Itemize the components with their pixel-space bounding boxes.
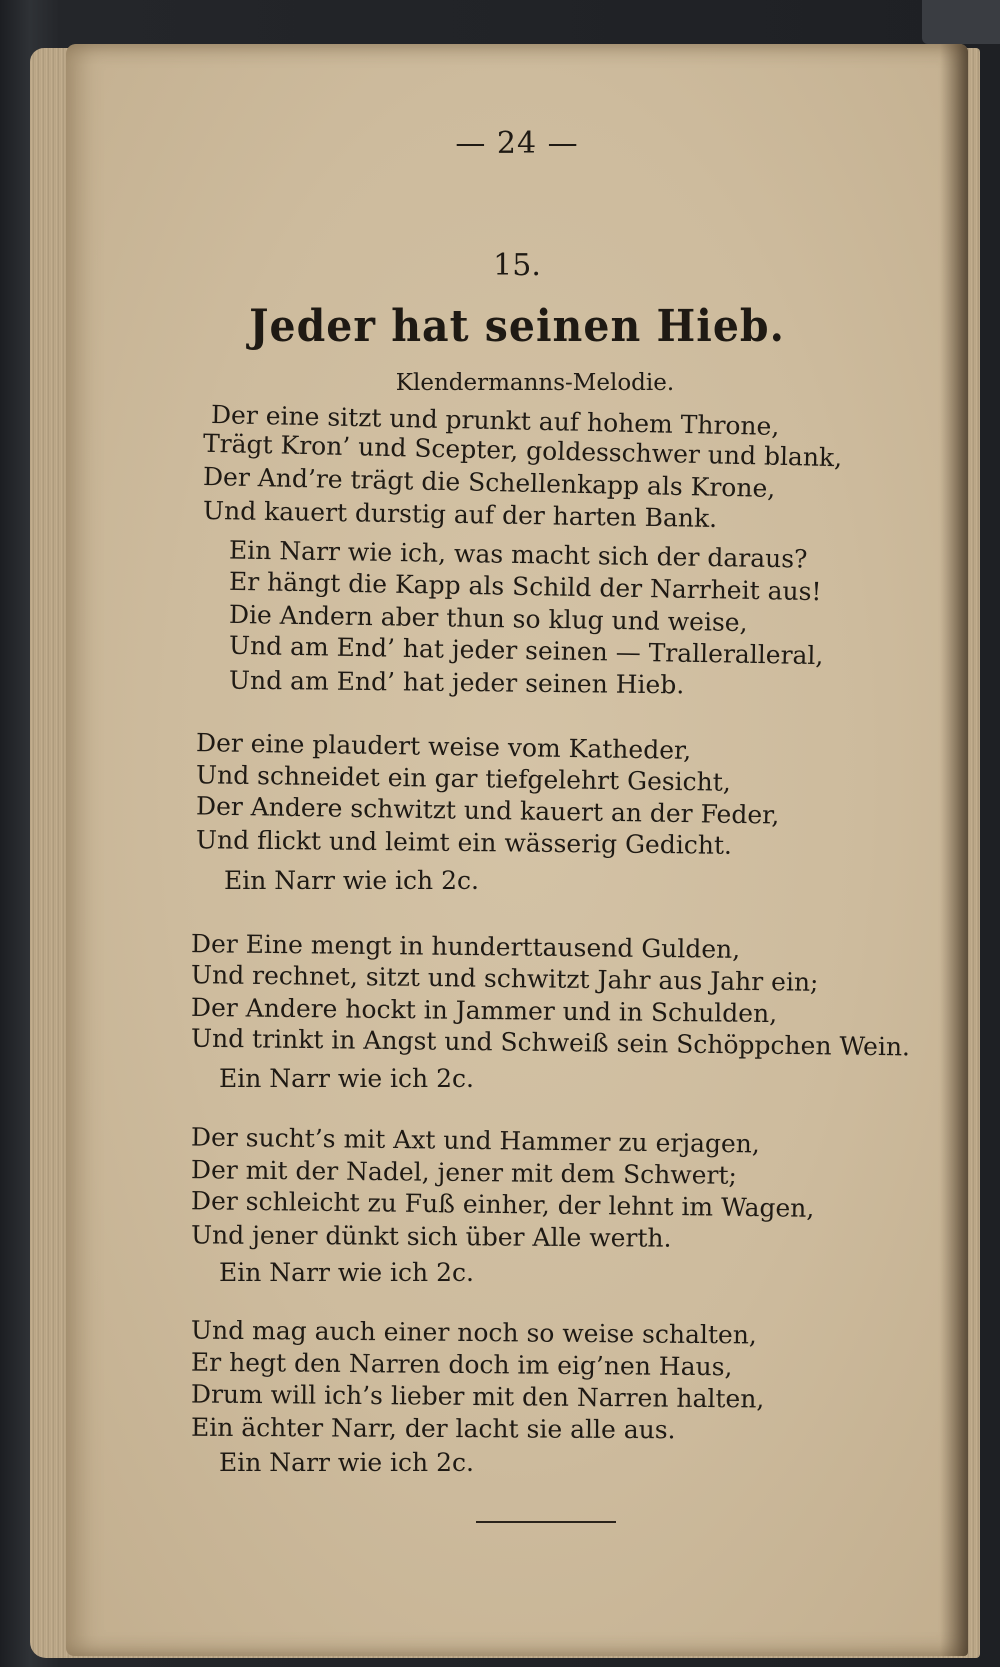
song-title: Jeder hat seinen Hieb. <box>249 300 785 352</box>
verse-line: Der And’re trägt die Schellenkapp als Krone, <box>202 462 776 503</box>
verse-line: Der eine plaudert weise vom Katheder, <box>195 728 692 765</box>
verse-line: Ein ächter Narr, der lacht sie alle aus. <box>190 1412 676 1445</box>
verse-line: Der Andere hockt in Jammer und in Schulden, <box>190 992 778 1029</box>
refrain-line: Ein Narr wie ich 2c. <box>219 1258 474 1287</box>
verse-line: Trägt Kron’ und Scepter, goldesschwer und blank, <box>202 428 843 473</box>
verse-line: Drum will ich’s lieber mit den Narren halten, <box>190 1379 765 1414</box>
melody-note: Klendermanns-Melodie. <box>395 370 675 396</box>
verse-line: Und rechnet, sitzt und schwitzt Jahr aus Jahr ein; <box>190 960 819 997</box>
refrain-line: Und am End’ hat jeder seinen — Tralleralleral, <box>228 630 824 671</box>
verse-line: Der sucht’s mit Axt und Hammer zu erjagen, <box>190 1122 760 1159</box>
verse-line: Der mit der Nadel, jener mit dem Schwert; <box>190 1155 738 1190</box>
verse-line: Und flickt und leimt ein wässerig Gedicht. <box>195 825 733 860</box>
verse-line: Der eine sitzt und prunkt auf hohem Throne, <box>210 400 780 441</box>
refrain-line: Und am End’ hat jeder seinen Hieb. <box>228 665 685 700</box>
refrain-line: Ein Narr wie ich, was macht sich der daraus? <box>228 535 808 574</box>
refrain-line: Ein Narr wie ich 2c. <box>219 1448 474 1477</box>
page-number: — 24 — <box>455 126 579 161</box>
book-cover-corner <box>922 0 1000 44</box>
page-gutter <box>940 44 968 1656</box>
refrain-line: Die Andern aber thun so klug und weise, <box>228 599 748 638</box>
refrain-line: Er hängt die Kapp als Schild der Narrheit aus! <box>228 566 822 607</box>
verse-line: Und trinkt in Angst und Schweiß sein Schöppchen Wein. <box>190 1023 911 1062</box>
refrain-line: Ein Narr wie ich 2c. <box>219 1064 474 1093</box>
book-page <box>66 44 968 1656</box>
verse-line: Und jener dünkt sich über Alle werth. <box>190 1220 672 1253</box>
verse-line: Und kauert durstig auf der harten Bank. <box>202 495 718 534</box>
verse-line: Der Andere schwitzt und kauert an der Feder, <box>195 791 780 830</box>
verse-line: Der schleicht zu Fuß einher, der lehnt im Wagen, <box>190 1186 815 1223</box>
verse-line: Er hegt den Narren doch im eig’nen Haus, <box>190 1347 733 1382</box>
closing-rule <box>476 1521 616 1523</box>
refrain-line: Ein Narr wie ich 2c. <box>224 866 479 895</box>
verse-line: Und schneidet ein gar tiefgelehrt Gesicht, <box>195 760 731 797</box>
verse-line: Und mag auch einer noch so weise schalten, <box>190 1315 757 1350</box>
song-number: 15. <box>493 248 541 283</box>
verse-line: Der Eine mengt in hunderttausend Gulden, <box>190 929 741 964</box>
